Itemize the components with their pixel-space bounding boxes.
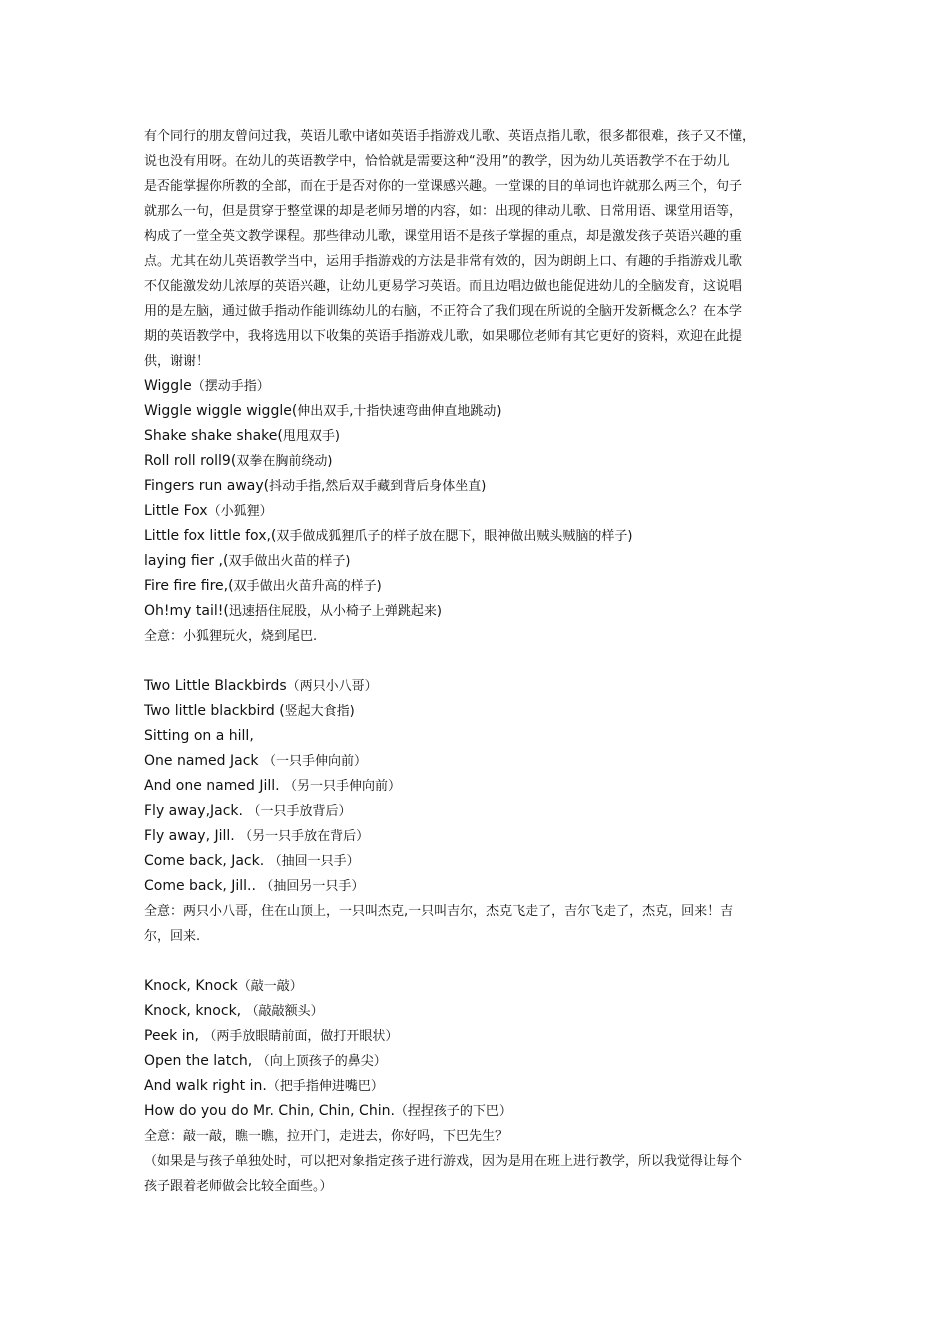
song-line xyxy=(144,374,814,399)
intro-line: 构成了一堂全英文教学课程。那些律动儿歌，课堂用语不是孩子掌握的重点，却是激发孩子英语兴趣的重 xyxy=(144,229,743,244)
english-text: laying fier ,( xyxy=(144,553,229,569)
meaning-line: 尔，回来. xyxy=(144,929,201,944)
chinese-text: （一只手伸向前） xyxy=(262,754,367,769)
english-text: Come back, Jack. xyxy=(144,853,269,869)
meaning-line: 全意：小狐狸玩火，烧到尾巴. xyxy=(144,629,318,644)
song-line xyxy=(144,574,814,599)
english-text: Wiggle xyxy=(144,378,192,394)
song-line xyxy=(144,1099,814,1124)
chinese-text: （捏捏孩子的下巴） xyxy=(394,1104,512,1119)
song-line xyxy=(144,674,814,699)
song-line xyxy=(144,1049,814,1074)
intro-line: 点。尤其在幼儿英语教学当中，运用手指游戏的方法是非常有效的，因为朗朗上口、有趣的手指游戏儿歌 xyxy=(144,254,743,269)
song-line xyxy=(144,474,814,499)
song-line xyxy=(144,449,814,474)
intro-line: 说也没有用呀。在幼儿的英语教学中，恰恰就是需要这种“没用”的教学，因为幼儿英语教学不在于幼儿 xyxy=(144,154,730,169)
english-text: Come back, Jill.. xyxy=(144,878,261,894)
meaning-line: 全意：两只小八哥，住在山顶上，一只叫杰克,一只叫吉尔，杰克飞走了，吉尔飞走了，杰克，回来！吉 xyxy=(144,904,734,919)
chinese-text: 竖起大食指) xyxy=(284,704,355,719)
song-line xyxy=(144,399,814,424)
chinese-text: （摆动手指） xyxy=(191,379,270,394)
english-text: Fingers run away( xyxy=(144,478,270,494)
chinese-text: （另一只手放在背后） xyxy=(239,829,370,844)
english-text: And walk right in. xyxy=(144,1078,267,1094)
english-text: Wiggle wiggle wiggle( xyxy=(144,403,298,419)
song-line xyxy=(144,499,814,524)
english-text: Little Fox xyxy=(144,503,208,519)
chinese-text: （一只手放背后） xyxy=(247,804,352,819)
chinese-text: 双拳在胸前绕动) xyxy=(236,454,333,469)
meaning-line: 全意：敲一敲，瞧一瞧，拉开门，走进去，你好吗，下巴先生？ xyxy=(144,1129,509,1144)
chinese-text: （小狐狸） xyxy=(207,504,273,519)
song-line xyxy=(144,849,814,874)
english-text: Two Little Blackbirds xyxy=(144,678,287,694)
intro-line: 就那么一句，但是贯穿于整堂课的却是老师另增的内容，如：出现的律动儿歌、日常用语、课堂用语等， xyxy=(144,204,743,219)
english-text: How do you do Mr. Chin, Chin, Chin. xyxy=(144,1103,395,1119)
english-text: Two little blackbird ( xyxy=(144,703,285,719)
english-text: Knock, Knock xyxy=(144,978,238,994)
song-section xyxy=(144,974,814,1199)
english-text: Fly away, Jill. xyxy=(144,828,240,844)
intro-line: 不仅能激发幼儿浓厚的英语兴趣，让幼儿更易学习英语。而且边唱边做也能促进幼儿的全脑发育，这说唱 xyxy=(144,279,743,294)
song-line xyxy=(144,874,814,899)
song-line xyxy=(144,1074,814,1099)
intro-line: 供，谢谢！ xyxy=(144,354,210,369)
song-line xyxy=(144,799,814,824)
english-text: Little fox little fox,( xyxy=(144,528,277,544)
chinese-text: 双手做成狐狸爪子的样子放在腮下，眼神做出贼头贼脑的样子) xyxy=(276,529,633,544)
chinese-text: （敲敲额头） xyxy=(245,1004,324,1019)
english-text: Fire fire fire,( xyxy=(144,578,234,594)
intro-line: 用的是左脑，通过做手指动作能训练幼儿的右脑，不正符合了我们现在所说的全脑开发新概念么？在本学 xyxy=(144,304,743,319)
intro-line: 有个同行的朋友曾问过我，英语儿歌中诸如英语手指游戏儿歌、英语点指儿歌，很多都很难，孩子又不懂， xyxy=(144,129,756,144)
english-text: Fly away,Jack. xyxy=(144,803,248,819)
meaning-line: 孩子跟着老师做会比较全面些。） xyxy=(144,1179,333,1194)
chinese-text: 双手做出火苗的样子) xyxy=(228,554,351,569)
song-line xyxy=(144,774,814,799)
song-line xyxy=(144,724,814,749)
chinese-text: （抽回另一只手） xyxy=(260,879,365,894)
english-text: And one named Jill. xyxy=(144,778,285,794)
paragraph-gap xyxy=(144,949,814,974)
chinese-text: 双手做出火苗升高的样子) xyxy=(233,579,382,594)
english-text: Oh!my tail!( xyxy=(144,603,229,619)
document-page xyxy=(144,124,814,1199)
song-line xyxy=(144,524,814,549)
meaning-line: （如果是与孩子单独处时，可以把对象指定孩子进行游戏，因为是用在班上进行教学，所以我觉得让每个 xyxy=(144,1154,743,1169)
chinese-text: （两手放眼睛前面，做打开眼状） xyxy=(203,1029,399,1044)
song-line xyxy=(144,549,814,574)
chinese-text: （另一只手伸向前） xyxy=(284,779,402,794)
song-line xyxy=(144,1024,814,1049)
chinese-text: （抽回一只手） xyxy=(268,854,360,869)
intro-line: 期的英语教学中，我将选用以下收集的英语手指游戏儿歌，如果哪位老师有其它更好的资料，欢迎在此提 xyxy=(144,329,743,344)
english-text: Knock, knock, xyxy=(144,1003,246,1019)
english-text: Peek in, xyxy=(144,1028,204,1044)
song-section xyxy=(144,374,814,649)
chinese-text: 抖动手指,然后双手藏到背后身体坐直) xyxy=(269,479,487,494)
song-section xyxy=(144,674,814,949)
english-text: Roll roll roll9( xyxy=(144,453,237,469)
english-text: Open the latch, xyxy=(144,1053,257,1069)
song-line xyxy=(144,999,814,1024)
song-line xyxy=(144,424,814,449)
intro-line: 是否能掌握你所教的全部，而在于是否对你的一堂课感兴趣。一堂课的目的单词也许就那么两三个，句子 xyxy=(144,179,743,194)
intro-paragraph xyxy=(144,124,814,374)
chinese-text: （向上顶孩子的鼻尖） xyxy=(256,1054,387,1069)
chinese-text: （敲一敲） xyxy=(237,979,303,994)
song-line xyxy=(144,699,814,724)
chinese-text: 伸出双手,十指快速弯曲伸直地跳动) xyxy=(297,404,502,419)
song-line xyxy=(144,749,814,774)
paragraph-gap xyxy=(144,649,814,674)
chinese-text: 甩甩双手) xyxy=(282,429,340,444)
song-line xyxy=(144,974,814,999)
song-line xyxy=(144,824,814,849)
english-text: Shake shake shake( xyxy=(144,428,283,444)
chinese-text: （把手指伸进嘴巴） xyxy=(266,1079,384,1094)
chinese-text: （两只小八哥） xyxy=(286,679,378,694)
chinese-text: 迅速捂住屁股，从小椅子上弹跳起来) xyxy=(228,604,442,619)
english-text: One named Jack xyxy=(144,753,263,769)
english-text: Sitting on a hill, xyxy=(144,728,254,744)
song-line xyxy=(144,599,814,624)
